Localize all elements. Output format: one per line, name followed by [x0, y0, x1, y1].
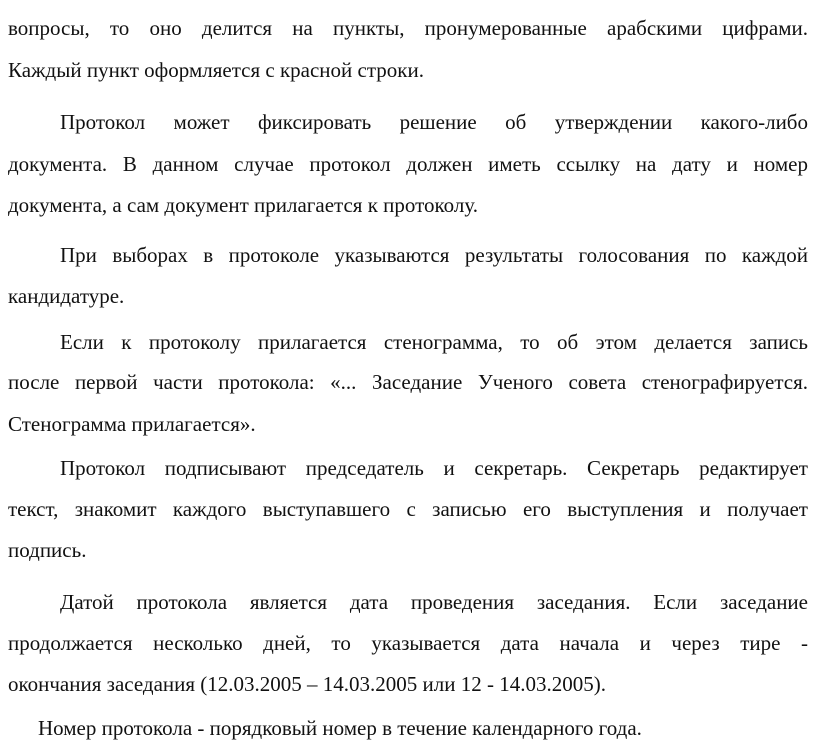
- text-line: При выборах в протоколе указываются результаты голосования по каждой: [60, 243, 808, 267]
- text-line: Номер протокола - порядковый номер в течение календарного года.: [38, 716, 642, 740]
- text-line: Датой протокола является дата проведения заседания. Если заседание: [60, 590, 808, 614]
- text-line: после первой части протокола: «... Заседание Ученого совета стенографируется.: [8, 370, 808, 394]
- text-line: Стенограмма прилагается».: [8, 412, 256, 436]
- text-line: документа, а сам документ прилагается к протоколу.: [8, 193, 479, 217]
- text-line: Если к протоколу прилагается стенограмма, то об этом делается запись: [60, 330, 808, 354]
- text-line: документа. В данном случае протокол должен иметь ссылку на дату и номер: [8, 152, 808, 176]
- text-line: вопросы, то оно делится на пункты, пронумерованные арабскими цифрами.: [8, 16, 808, 40]
- text-line: окончания заседания (12.03.2005 – 14.03.2005 или 12 - 14.03.2005).: [8, 672, 606, 696]
- text-line: Протокол может фиксировать решение об утверждении какого-либо: [60, 110, 808, 134]
- text-line: текст, знакомит каждого выступавшего с записью его выступления и получает: [8, 497, 808, 521]
- text-line: кандидатуре.: [8, 284, 125, 308]
- text-line: Каждый пункт оформляется с красной строки.: [8, 58, 424, 82]
- text-line: подпись.: [8, 538, 87, 562]
- text-line: продолжается несколько дней, то указывается дата начала и через тире -: [8, 631, 808, 655]
- text-line: Протокол подписывают председатель и секретарь. Секретарь редактирует: [60, 456, 808, 480]
